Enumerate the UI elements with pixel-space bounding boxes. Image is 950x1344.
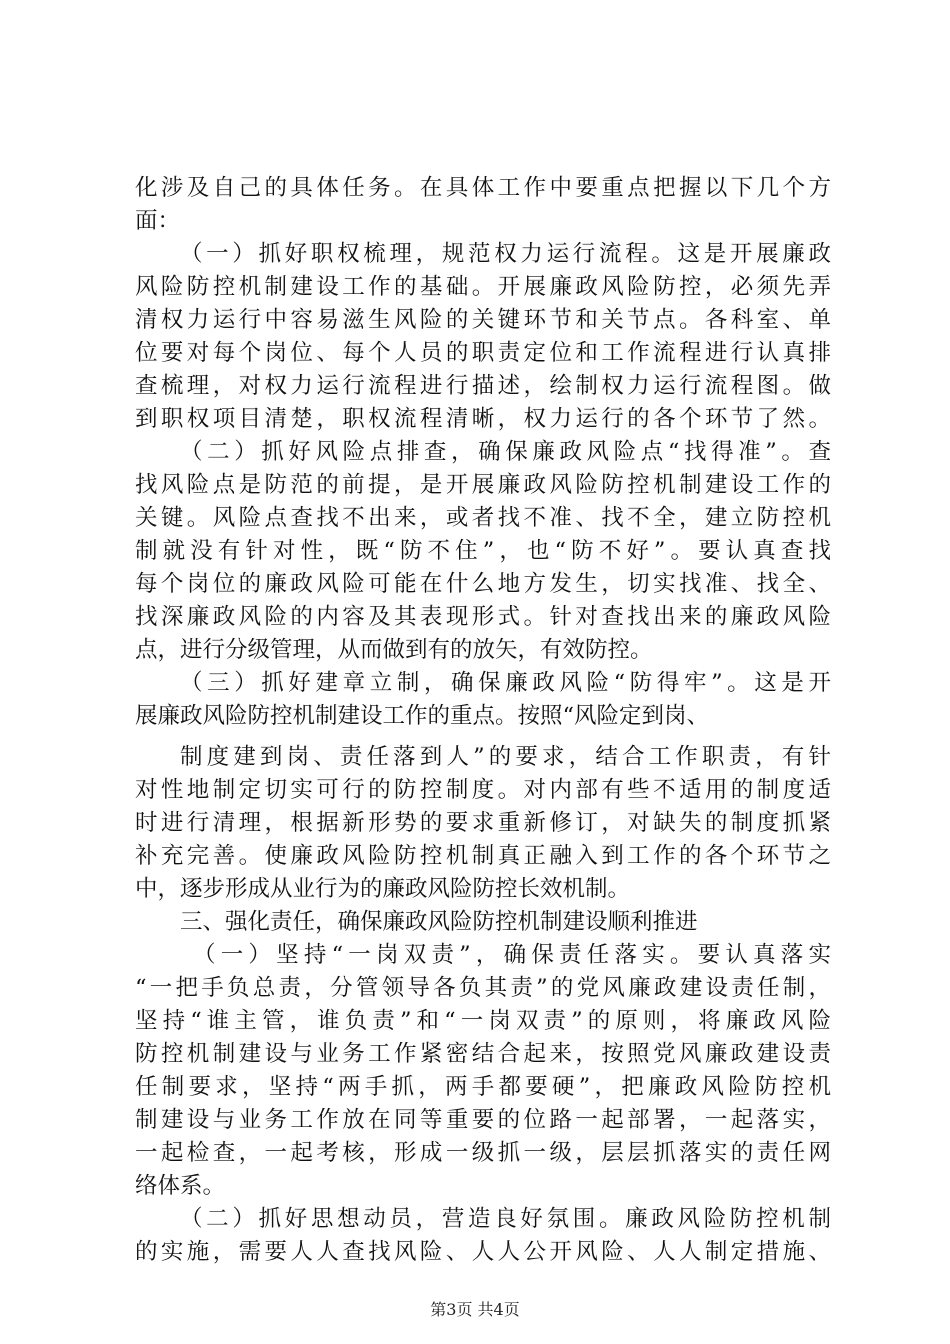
paragraph-first-line: （二）抓好思想动员，营造良好氛围。廉政风险防控机制 [180, 1206, 831, 1232]
text-line: 每个岗位的廉政风险可能在什么地方发生，切实找准、找全、 [135, 571, 831, 597]
text-line: 到职权项目清楚，职权流程清晰，权力运行的各个环节了然。 [135, 406, 831, 432]
text-line: 找深廉政风险的内容及其表现形式。针对查找出来的廉政风险 [135, 604, 831, 630]
text-line: 补充完善。使廉政风险防控机制真正融入到工作的各个环节之 [135, 843, 831, 869]
text-line: 制就没有针对性，既“防不住”，也“防不好”。要认真查找 [135, 538, 831, 564]
text-line: 点，进行分级管理，从而做到有的放矢，有效防控。 [135, 637, 653, 663]
text-line: 对性地制定切实可行的防控制度。对内部有些不适用的制度适 [135, 777, 831, 803]
text-line: 时进行清理，根据新形势的要求重新修订，对缺失的制度抓紧 [135, 810, 831, 836]
paragraph-first-line: （二）抓好风险点排查，确保廉政风险点“找得准”。查 [180, 439, 831, 465]
text-line: 制建设与业务工作放在同等重要的位路一起部署，一起落实， [135, 1107, 831, 1133]
text-line: 制度建到岗、责任落到人”的要求，结合工作职责，有针 [180, 744, 831, 770]
text-line: 中，逐步形成从业行为的廉政风险防控长效机制。 [135, 876, 631, 902]
paragraph-first-line: （一）坚持“一岗双责”，确保责任落实。要认真落实 [193, 942, 831, 968]
text-line: 位要对每个岗位、每个人员的职责定位和工作流程进行认真排 [135, 340, 831, 366]
paragraph-first-line: （一）抓好职权梳理，规范权力运行流程。这是开展廉政 [180, 241, 831, 267]
text-line: 面： [135, 208, 181, 234]
text-line: 清权力运行中容易滋生风险的关键环节和关节点。各科室、单 [135, 307, 831, 333]
paragraph-first-line: （三）抓好建章立制，确保廉政风险“防得牢”。这是开 [180, 670, 831, 696]
text-line: 坚持“谁主管，谁负责”和“一岗双责”的原则，将廉政风险 [135, 1008, 831, 1034]
section-heading: 三、强化责任，确保廉政风险防控机制建设顺利推进 [180, 909, 698, 935]
text-line: 防控机制建设与业务工作紧密结合起来，按照党风廉政建设责 [135, 1041, 831, 1067]
text-line: “一把手负总责，分管领导各负其责”的党风廉政建设责任制， [135, 975, 831, 1001]
text-line: 一起检查，一起考核，形成一级抓一级，层层抓落实的责任网 [135, 1140, 831, 1166]
page-footer: 第3页 共4页 [430, 1300, 520, 1319]
text-line: 关键。风险点查找不出来，或者找不准、找不全，建立防控机 [135, 505, 831, 531]
text-line: 找风险点是防范的前提，是开展廉政风险防控机制建设工作的 [135, 472, 831, 498]
text-line: 化涉及自己的具体任务。在具体工作中要重点把握以下几个方 [135, 175, 831, 201]
text-line: 风险防控机制建设工作的基础。开展廉政风险防控，必须先弄 [135, 274, 831, 300]
text-line: 任制要求，坚持“两手抓，两手都要硬”，把廉政风险防控机 [135, 1074, 831, 1100]
text-line: 展廉政风险防控机制建设工作的重点。按照“风险定到岗、 [135, 703, 710, 729]
text-line: 络体系。 [135, 1173, 226, 1199]
text-line: 的实施，需要人人查找风险、人人公开风险、人人制定措施、 [135, 1239, 831, 1265]
text-line: 查梳理，对权力运行流程进行描述，绘制权力运行流程图。做 [135, 373, 831, 399]
